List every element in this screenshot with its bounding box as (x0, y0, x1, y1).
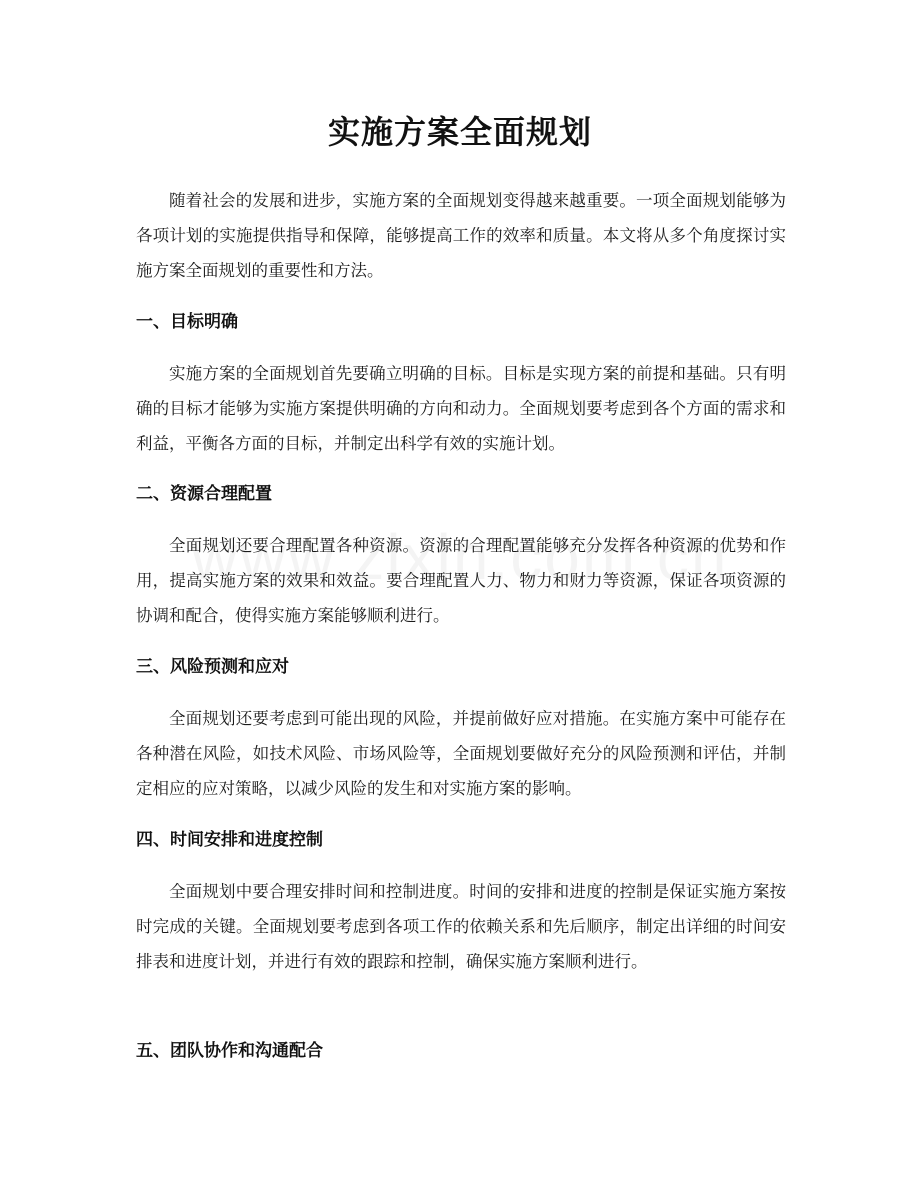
section-heading-risk: 三、风险预测和应对 (136, 657, 289, 677)
section-body-goals: 实施方案的全面规划首先要确立明确的目标。目标是实现方案的前提和基础。只有明确的目标才能够为实施方案提供明确的方向和动力。全面规划要考虑到各个方面的需求和利益，平衡各方面的目标，并制定出科学有效的实施计划。 (136, 364, 786, 453)
section-heading-teamwork: 五、团队协作和沟通配合 (136, 1041, 323, 1061)
section-heading-resources: 二、资源合理配置 (136, 484, 272, 504)
section-body-risk: 全面规划还要考虑到可能出现的风险，并提前做好应对措施。在实施方案中可能存在各种潜在风险，如技术风险、市场风险等，全面规划要做好充分的风险预测和评估，并制定相应的应对策略，以减少风险的发生和对实施方案的影响。 (136, 709, 786, 798)
section-heading-schedule: 四、时间安排和进度控制 (136, 830, 323, 850)
section-body-resources: 全面规划还要合理配置各种资源。资源的合理配置能够充分发挥各种资源的优势和作用，提高实施方案的效果和效益。要合理配置人力、物力和财力等资源，保证各项资源的协调和配合，使得实施方案能够顺利进行。 (136, 536, 786, 625)
section-body-schedule: 全面规划中要合理安排时间和控制进度。时间的安排和进度的控制是保证实施方案按时完成的关键。全面规划要考虑到各项工作的依赖关系和先后顺序，制定出详细的时间安排表和进度计划，并进行有效的跟踪和控制，确保实施方案顺利进行。 (136, 882, 786, 971)
document-title: 实施方案全面规划 (327, 113, 592, 151)
section-heading-goals: 一、目标明确 (136, 312, 238, 332)
intro-paragraph: 随着社会的发展和进步，实施方案的全面规划变得越来越重要。一项全面规划能够为各项计划的实施提供指导和保障，能够提高工作的效率和质量。本文将从多个角度探讨实施方案全面规划的重要性和方法。 (136, 191, 786, 280)
